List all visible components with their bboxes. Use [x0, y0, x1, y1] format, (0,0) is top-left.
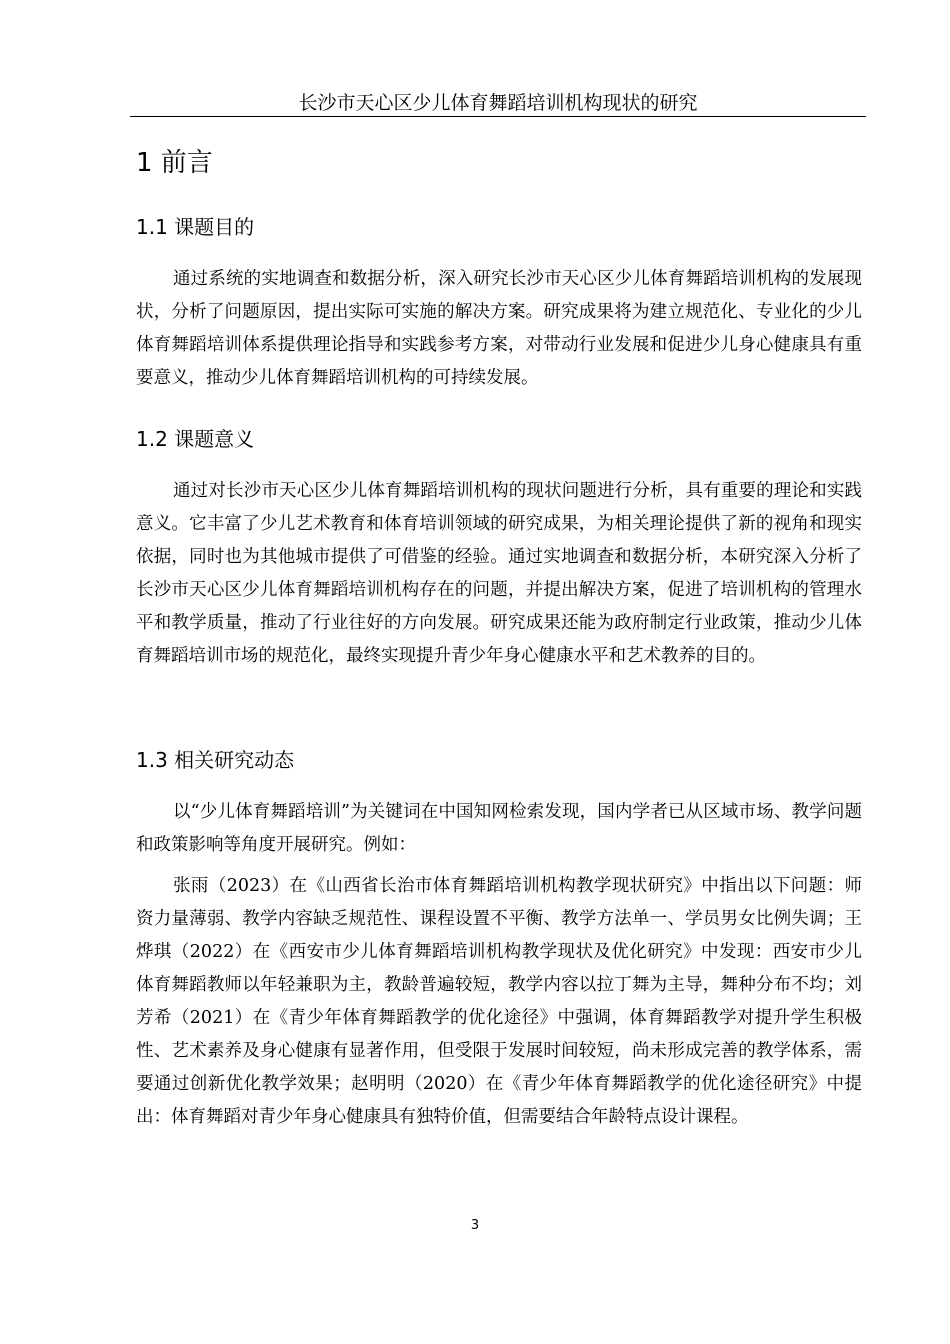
page-number: 3: [470, 1218, 480, 1233]
chapter-heading: 1 前言: [136, 148, 213, 178]
paragraph-purpose: 通过系统的实地调查和数据分析，深入研究长沙市天心区少儿体育舞蹈培训机构的发展现状，分析了问题原因，提出实际可实施的解决方案。研究成果将为建立规范化、专业化的少儿体育舞蹈培训体系提供理论指导和实践参考方案，对带动行业发展和促进少儿身心健康具有重要意义，推动少儿体育舞蹈培训机构的可持续发展。: [136, 269, 862, 388]
page-header-title: 长沙市天心区少儿体育舞蹈培训机构现状的研究: [298, 92, 698, 114]
section-heading-1-3: 1.3 相关研究动态: [136, 748, 295, 772]
paragraph-research-intro: 以“少儿体育舞蹈培训”为关键词在中国知网检索发现，国内学者已从区域市场、教学问题和政策影响等角度开展研究。例如：: [136, 802, 862, 855]
section-heading-1-2: 1.2 课题意义: [136, 427, 255, 451]
paragraph-significance: 通过对长沙市天心区少儿体育舞蹈培训机构的现状问题进行分析，具有重要的理论和实践意义。它丰富了少儿艺术教育和体育培训领域的研究成果，为相关理论提供了新的视角和现实依据，同时也为其他城市提供了可借鉴的经验。通过实地调查和数据分析，本研究深入分析了长沙市天心区少儿体育舞蹈培训机构存在的问题，并提出解决方案，促进了培训机构的管理水平和教学质量，推动了行业往好的方向发展。研究成果还能为政府制定行业政策，推动少儿体育舞蹈培训市场的规范化，最终实现提升青少年身心健康水平和艺术教养的目的。: [136, 481, 862, 666]
paragraph-research-review: 张雨（2023）在《山西省长治市体育舞蹈培训机构教学现状研究》中指出以下问题：师资力量薄弱、教学内容缺乏规范性、课程设置不平衡、教学方法单一、学员男女比例失调；王烨琪（2022）在《西安市少儿体育舞蹈培训机构教学现状及优化研究》中发现：西安市少儿体育舞蹈教师以年轻兼职为主，教龄普遍较短，教学内容以拉丁舞为主导，舞种分布不均；刘芳希（2021）在《青少年体育舞蹈教学的优化途径》中强调，体育舞蹈教学对提升学生积极性、艺术素养及身心健康有显著作用，但受限于发展时间较短，尚未形成完善的教学体系，需要通过创新优化教学效果；赵明明（2020）在《青少年体育舞蹈教学的优化途径研究》中提出：体育舞蹈对青少年身心健康具有独特价值，但需要结合年龄特点设计课程。: [136, 876, 862, 1127]
header-divider: [130, 116, 866, 117]
section-heading-1-1: 1.1 课题目的: [136, 215, 255, 239]
